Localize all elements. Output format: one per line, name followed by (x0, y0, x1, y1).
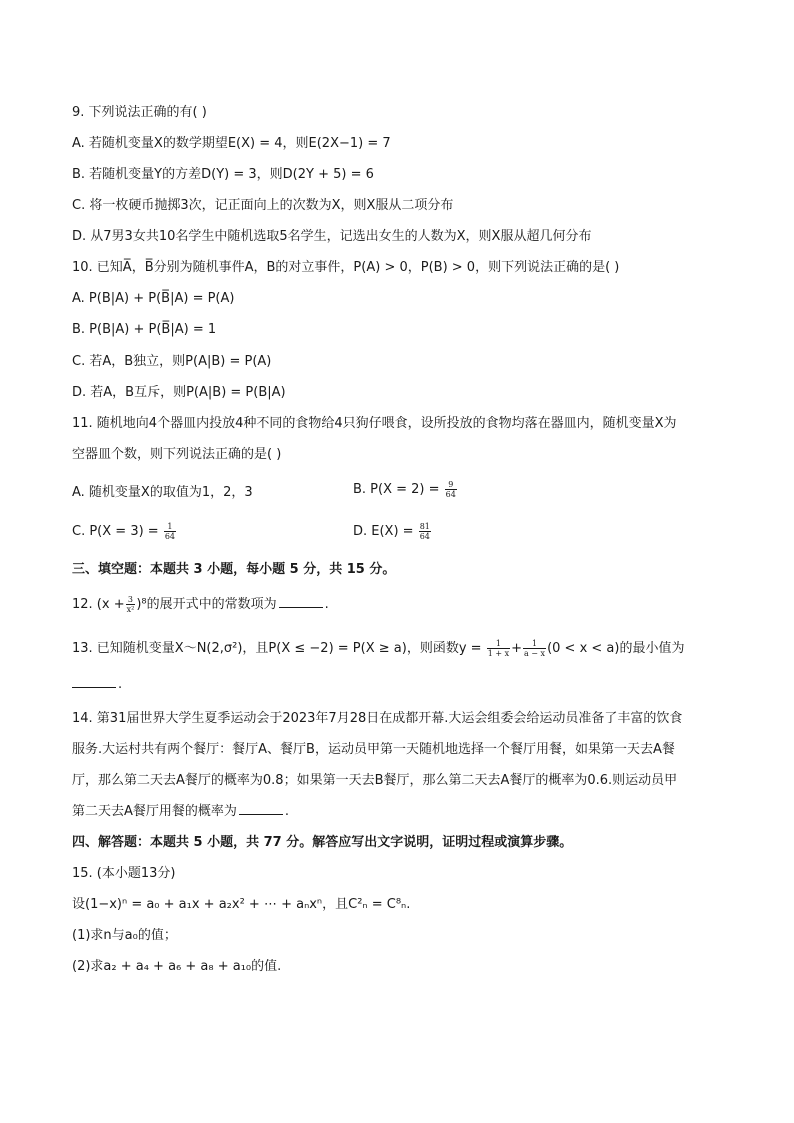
q10-option-d: D. 若A，B互斥，则P(A|B) = P(B|A) (72, 385, 286, 400)
q11-stem-line1: 11. 随机地向4个器皿内投放4种不同的食物给4只狗仔喂食，设所投放的食物均落在器皿内，随机变量X为 (72, 416, 677, 431)
q11-stem-line2: 空器皿个数，则下列说法正确的是( ) (72, 447, 282, 462)
q12-line: 12. (x + $\frac{3}{\text{x²}}$ )⁸的展开式中的常数项为 . (72, 595, 329, 614)
q14-answer-blank (239, 814, 283, 815)
q12-answer-blank (279, 607, 323, 608)
q10-option-b: B. P(B|A) + P(B̅|A) = 1 (72, 322, 217, 337)
q11-option-b: B. P(X = 2) = $\frac{9}{64}$ (353, 480, 456, 499)
q9-stem: 9. 下列说法正确的有( ) (72, 105, 207, 120)
q14-line2: 服务.大运村共有两个餐厅：餐厅A、餐厅B，运动员甲第一天随机地选择一个餐厅用餐，如果第一天去A餐 (72, 742, 675, 757)
q13-fraction-1: $\frac{1}{1 + x}$ (487, 639, 510, 658)
q11-option-c: C. P(X = 3) = $\frac{1}{64}$ (72, 522, 176, 541)
section-solution-heading: 四、解答题：本题共 5 小题，共 77 分。解答应写出文字说明，证明过程或演算步骤。 (72, 835, 573, 850)
q10-stem: 10. 已知A̅，B̅分别为随机事件A，B的对立事件，P(A) > 0，P(B) > 0，则下列说法正确的是( ) (72, 260, 620, 275)
q15-given: 设(1−x)ⁿ = a₀ + a₁x + a₂x² + ⋯ + aₙxⁿ，且C²ₙ = C⁸ₙ. (72, 897, 411, 912)
q9-option-a: A. 若随机变量X的数学期望E(X) = 4，则E(2X−1) = 7 (72, 136, 391, 151)
q10-option-c: C. 若A，B独立，则P(A|B) = P(A) (72, 354, 272, 369)
q13-line: 13. 已知随机变量X～N(2,σ²)，且P(X ≤ −2) = P(X ≥ a)，则函数y = $\frac{1}{1 + x}$ + $\frac{1}{a - x}$ (0 < x < a)的最小值为 (72, 639, 685, 658)
q15-heading: 15. (本小题13分) (72, 866, 176, 881)
q14-line4: 第二天去A餐厅用餐的概率为 . (72, 804, 290, 819)
q15-part2: (2)求a₂ + a₄ + a₆ + a₈ + a₁₀的值. (72, 959, 282, 974)
q11-option-d: D. E(X) = $\frac{81}{64}$ (353, 522, 430, 541)
q11-d-fraction: $\frac{81}{64}$ (419, 522, 430, 541)
q11-option-a: A. 随机变量X的取值为1，2，3 (72, 485, 253, 500)
q11-b-fraction: $\frac{9}{64}$ (445, 480, 456, 499)
q13-answer-line: . (72, 676, 122, 694)
q9-option-c: C. 将一枚硬币抛掷3次，记正面向上的次数为X，则X服从二项分布 (72, 198, 454, 213)
q15-part1: (1)求n与a₀的值； (72, 928, 177, 943)
section-fill-in-heading: 三、填空题：本题共 3 小题，每小题 5 分，共 15 分。 (72, 562, 396, 577)
q11-c-fraction: $\frac{1}{64}$ (164, 522, 176, 541)
q10-option-a: A. P(B|A) + P(B̅|A) = P(A) (72, 291, 235, 306)
q13-answer-blank (72, 687, 116, 688)
q14-line3: 厅，那么第二天去A餐厅的概率为0.8；如果第一天去B餐厅，那么第二天去A餐厅的概率为0.6.则运动员甲 (72, 773, 678, 788)
q9-option-d: D. 从7男3女共10名学生中随机选取5名学生，记选出女生的人数为X，则X服从超几何分布 (72, 229, 592, 244)
q9-option-b: B. 若随机变量Y的方差D(Y) = 3，则D(2Y + 5) = 6 (72, 167, 374, 182)
q13-fraction-2: $\frac{1}{a - x}$ (523, 639, 546, 658)
q14-line1: 14. 第31届世界大学生夏季运动会于2023年7月28日在成都开幕.大运会组委会给运动员准备了丰富的饮食 (72, 711, 683, 726)
q12-fraction: $\frac{3}{\text{x²}}$ (126, 595, 135, 614)
